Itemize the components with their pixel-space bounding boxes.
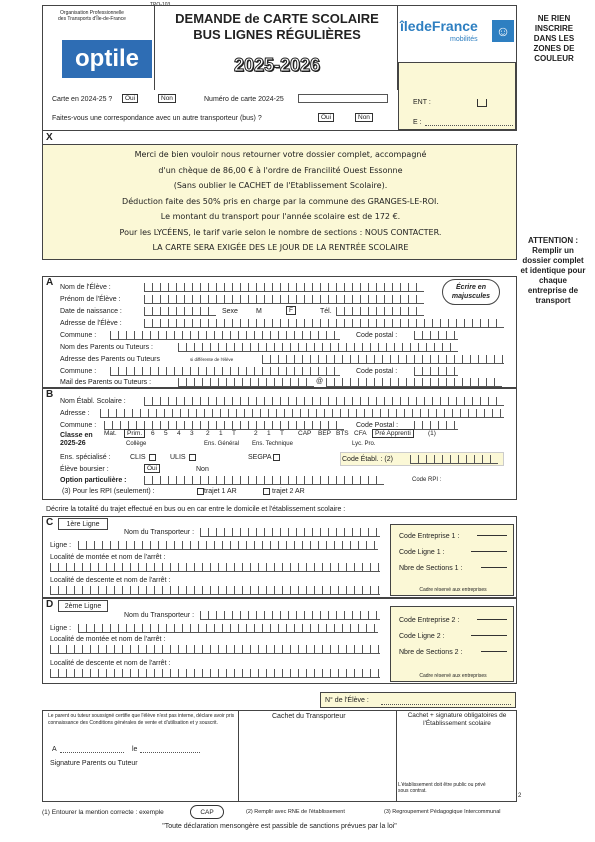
certif-text: Le parent ou tuteur soussigné certifie que l'élève n'est pas interne, déclare avoir pris connaissance des Conditions générales de vente et d'utilisation et y souscrit. bbox=[48, 713, 235, 726]
no-eleve-box bbox=[320, 692, 516, 708]
mail-label: Mail des Parents ou Tuteurs : bbox=[60, 379, 152, 386]
c-code-ligne-label: Code Ligne 1 : bbox=[399, 549, 445, 556]
adresse-parents-label: Adresse des Parents ou Tuteurs bbox=[60, 356, 160, 363]
sexe-f-option[interactable]: F bbox=[286, 306, 296, 315]
cachet-etab-label: Cachet + signature obligatoires de l'Établissement scolaire bbox=[407, 712, 507, 727]
nom-eleve-field[interactable] bbox=[144, 283, 424, 292]
c-montee-label: Localité de montée et nom de l'arrêt : bbox=[50, 554, 166, 561]
d-code-entreprise-label: Code Entreprise 2 : bbox=[399, 617, 460, 624]
d-montee-field[interactable] bbox=[50, 645, 380, 654]
ens-specialise-label: Ens. spécialisé : bbox=[60, 454, 111, 461]
top-mark: TPO-103 bbox=[150, 2, 171, 8]
classe-prim[interactable]: Prim. bbox=[124, 429, 145, 438]
commune-label: Commune : bbox=[60, 332, 97, 339]
ent-label: ENT : bbox=[413, 99, 431, 106]
no-eleve-label: N° de l'Élève : bbox=[325, 697, 369, 704]
header-frame bbox=[42, 5, 517, 130]
classe-label: Classe en 2025-26 bbox=[60, 432, 93, 447]
year: 2025-2026 bbox=[233, 55, 321, 75]
code-postal-etab-field[interactable] bbox=[414, 421, 458, 430]
trajet2-label: trajet 2 AR bbox=[272, 488, 305, 495]
code-rpi-label: Code RPI : bbox=[412, 477, 442, 483]
c-descente-label: Localité de descente et nom de l'arrêt : bbox=[50, 577, 171, 584]
trajet1-label: trajet 1 AR bbox=[204, 488, 237, 495]
classe-options bbox=[104, 430, 512, 440]
no-write-notice: NE RIEN INSCRIRE DANS LES ZONES DE COULEUR bbox=[533, 14, 575, 63]
org-line1: Organisation Professionnelle bbox=[60, 10, 124, 16]
d-cadre-note: Cadre réservé aux entreprises bbox=[419, 673, 487, 679]
footnote-3: (3) Regroupement Pédagogique Intercommunal bbox=[384, 809, 501, 815]
sexe-label: Sexe bbox=[222, 308, 238, 315]
c-nbre-sections-field[interactable] bbox=[481, 567, 507, 568]
title-line1: DEMANDE de CARTE SCOLAIRE bbox=[175, 11, 379, 26]
at-sign: @ bbox=[316, 378, 324, 385]
divider bbox=[396, 710, 397, 802]
boursier-non-option[interactable]: Non bbox=[196, 466, 209, 473]
nom-etab-field[interactable] bbox=[144, 397, 504, 406]
classe-4[interactable]: 4 bbox=[177, 430, 181, 437]
sign-a-field[interactable] bbox=[60, 752, 124, 753]
section-x bbox=[42, 130, 517, 260]
classe-mat[interactable]: Mat. bbox=[104, 430, 117, 437]
c-nom-transporteur-label: Nom du Transporteur : bbox=[124, 529, 195, 536]
x-line-7: LA CARTE SERA EXIGÉE DES LE JOUR DE LA RENTRÉE SCOLAIRE bbox=[152, 243, 409, 252]
classe-cfa[interactable]: CFA bbox=[354, 430, 367, 437]
option-field[interactable] bbox=[144, 476, 384, 485]
page-number: 2 bbox=[518, 793, 522, 799]
option-label: Option particulière : bbox=[60, 477, 127, 484]
ens-general-label: Ens. Général bbox=[204, 441, 240, 447]
boursier-label: Élève boursier : bbox=[60, 466, 109, 473]
footnote-1-example: CAP bbox=[190, 805, 224, 819]
attention-notice bbox=[520, 236, 586, 306]
sign-le-label: le bbox=[132, 746, 138, 753]
clis-checkbox[interactable] bbox=[149, 454, 156, 461]
d-code-ligne-field[interactable] bbox=[471, 635, 507, 636]
d-descente-label: Localité de descente et nom de l'arrêt : bbox=[50, 660, 171, 667]
adresse-eleve-label: Adresse de l'Élève : bbox=[60, 320, 122, 327]
code-etab-field[interactable] bbox=[410, 455, 498, 464]
d-montee-label: Localité de montée et nom de l'arrêt : bbox=[50, 636, 166, 643]
prenom-eleve-label: Prénom de l'Élève : bbox=[60, 296, 121, 303]
boursier-oui-option[interactable]: Oui bbox=[144, 464, 160, 473]
carte-non-option[interactable]: Non bbox=[158, 94, 176, 103]
c-code-entreprise-label: Code Entreprise 1 : bbox=[399, 533, 460, 540]
carte-oui-option[interactable]: Oui bbox=[122, 94, 138, 103]
commune2-field[interactable] bbox=[110, 367, 340, 376]
classe-5[interactable]: 5 bbox=[164, 430, 168, 437]
rpi-label: (3) Pour les RPI (seulement) : bbox=[62, 488, 155, 495]
nom-parents-field[interactable] bbox=[178, 343, 458, 352]
ecrire-majuscules-badge: Écrire en majuscules bbox=[442, 279, 500, 305]
lyc-pro-label: Lyc. Pro. bbox=[352, 441, 376, 447]
x-line-6: Pour les LYCÉENS, le tarif varie selon le nombre de sections : NOUS CONTACTER. bbox=[119, 227, 442, 237]
classe-bts[interactable]: BTS bbox=[336, 430, 349, 437]
code-etab-label: Code Établ. : (2) bbox=[342, 456, 393, 463]
no-eleve-field[interactable] bbox=[381, 704, 511, 705]
classe-2-tech[interactable]: 2 bbox=[254, 430, 258, 437]
x-line-1: Merci de bien vouloir nous retourner votre dossier complet, accompagné bbox=[134, 150, 427, 159]
c-ligne-label: Ligne : bbox=[50, 542, 72, 549]
c-nbre-sections-label: Nbre de Sections 1 : bbox=[399, 565, 463, 572]
sign-parents-label: Signature Parents ou Tuteur bbox=[50, 760, 138, 767]
code-postal-etab-label: Code Postal : bbox=[356, 422, 399, 429]
code-postal2-field[interactable] bbox=[414, 367, 458, 376]
mail-domain-field[interactable] bbox=[326, 378, 502, 387]
attention-title: ATTENTION : bbox=[527, 236, 579, 245]
title-line2: BUS LIGNES RÉGULIÈRES bbox=[193, 27, 361, 42]
code-postal-label: Code postal : bbox=[356, 332, 398, 339]
classe-t-tech[interactable]: T bbox=[280, 430, 284, 437]
carte-question: Carte en 2024-25 ? bbox=[52, 96, 113, 103]
ulis-option[interactable]: ULIS bbox=[170, 454, 186, 461]
attention-body: Remplir un dossier complet et identique pour chaque entreprise de transport bbox=[520, 246, 586, 305]
etab-note: L'établissement doit être public ou privé sous contrat. bbox=[398, 782, 486, 794]
nom-eleve-label: Nom de l'Élève : bbox=[60, 284, 111, 291]
tel-label: Tél. bbox=[320, 308, 332, 315]
classe-t-gen[interactable]: T bbox=[232, 430, 236, 437]
d-descente-field[interactable] bbox=[50, 669, 380, 678]
c-descente-field[interactable] bbox=[50, 586, 380, 595]
c-ligne-field[interactable] bbox=[78, 541, 378, 550]
d-ligne-label: Ligne : bbox=[50, 625, 72, 632]
person-icon: ☺ bbox=[492, 20, 514, 42]
numero-carte-label: Numéro de carte 2024-25 bbox=[204, 96, 284, 103]
bottom-statement: "Toute déclaration mensongère est passible de sanctions prévues par la loi" bbox=[162, 823, 397, 830]
commune-field[interactable] bbox=[110, 331, 340, 340]
section-c-label: C bbox=[46, 517, 54, 528]
x-line-2: d'un chèque de 86,00 € à l'ordre de Francilité Ouest Essonne bbox=[158, 165, 403, 175]
nom-etab-label: Nom Établ. Scolaire : bbox=[60, 398, 126, 405]
correspondance-non-option[interactable]: Non bbox=[355, 113, 373, 122]
c-cadre-box bbox=[390, 524, 514, 596]
sign-le-field[interactable] bbox=[140, 752, 200, 753]
c-cadre-note: Cadre réservé aux entreprises bbox=[419, 587, 487, 593]
adresse-etab-label: Adresse : bbox=[60, 410, 90, 417]
mail-user-field[interactable] bbox=[178, 378, 314, 387]
date-naissance-field[interactable] bbox=[144, 307, 216, 316]
classe-2-gen[interactable]: 2 bbox=[206, 430, 210, 437]
code-postal-field[interactable] bbox=[414, 331, 458, 340]
date-naissance-label: Date de naissance : bbox=[60, 308, 122, 315]
ulis-checkbox[interactable] bbox=[189, 454, 196, 461]
code-postal2-label: Code postal : bbox=[356, 368, 398, 375]
c-nom-transporteur-field[interactable] bbox=[200, 528, 380, 537]
section-x-header bbox=[43, 131, 518, 145]
d-nom-transporteur-field[interactable] bbox=[200, 611, 380, 620]
classe-6[interactable]: 6 bbox=[151, 430, 155, 437]
d-nbre-sections-label: Nbre de Sections 2 : bbox=[399, 649, 463, 656]
section-d-ligne: 2ème Ligne bbox=[58, 600, 108, 612]
d-nbre-sections-field[interactable] bbox=[481, 651, 507, 652]
d-cadre-box bbox=[390, 606, 514, 682]
classe-1-tech[interactable]: 1 bbox=[267, 430, 271, 437]
college-label: Collège bbox=[126, 441, 147, 447]
classe-3[interactable]: 3 bbox=[190, 430, 194, 437]
commune-etab-label: Commune : bbox=[60, 422, 97, 429]
footnote-2: (2) Remplir avec RNE de l'établissement bbox=[246, 809, 345, 815]
d-code-entreprise-field[interactable] bbox=[477, 619, 507, 620]
cachet-transporteur-label: Cachet du Transporteur bbox=[272, 713, 346, 720]
c-code-ligne-field[interactable] bbox=[471, 551, 507, 552]
classe-bep[interactable]: BEP bbox=[318, 430, 332, 437]
sexe-m-option[interactable]: M bbox=[256, 308, 262, 315]
optile-logo: optile bbox=[62, 40, 152, 78]
c-montee-field[interactable] bbox=[50, 563, 380, 572]
ens-technique-label: Ens. Technique bbox=[252, 441, 293, 447]
idf-logo-sub: mobilités bbox=[450, 36, 478, 43]
tel-field[interactable] bbox=[336, 307, 424, 316]
d-ligne-field[interactable] bbox=[78, 624, 378, 633]
sign-a-label: A bbox=[52, 746, 57, 753]
d-nom-transporteur-label: Nom du Transporteur : bbox=[124, 612, 195, 619]
section-c-ligne: 1ère Ligne bbox=[58, 518, 108, 530]
adresse-parents-note: si différente de l'élève bbox=[190, 357, 234, 362]
clis-option[interactable]: CLIS bbox=[130, 454, 146, 461]
x-line-3: (Sans oublier le CACHET de l'Etablissement Scolaire). bbox=[173, 181, 388, 190]
idf-logo-text: îledeFrance bbox=[400, 18, 478, 34]
classe-note: (1) bbox=[428, 430, 436, 437]
nom-parents-label: Nom des Parents ou Tuteurs : bbox=[60, 344, 153, 351]
segpa-checkbox[interactable] bbox=[273, 454, 280, 461]
classe-pre-apprenti[interactable]: Pré Apprenti bbox=[372, 429, 414, 438]
correspondance-question: Faites-vous une correspondance avec un autre transporteur (bus) ? bbox=[52, 115, 262, 122]
adresse-parents-field[interactable] bbox=[262, 355, 504, 364]
x-line-4: Déduction faite des 50% pris en charge par la commune des GRANGES-LE-ROI. bbox=[122, 196, 439, 206]
trajet2-checkbox[interactable] bbox=[263, 488, 270, 495]
commune2-label: Commune : bbox=[60, 368, 97, 375]
trajet-note: Décrire la totalité du trajet effectué en bus ou en car entre le domicile et l'établissement scolaire : bbox=[46, 506, 346, 513]
segpa-option[interactable]: SEGPA bbox=[248, 454, 272, 461]
trajet1-checkbox[interactable] bbox=[197, 488, 204, 495]
correspondance-oui-option[interactable]: Oui bbox=[318, 113, 334, 122]
section-x-text bbox=[43, 147, 518, 256]
section-a-label: A bbox=[46, 277, 54, 288]
x-line-5: Le montant du transport pour l'année scolaire est de 172 €. bbox=[160, 212, 401, 221]
section-d-label: D bbox=[46, 599, 54, 610]
classe-1-gen[interactable]: 1 bbox=[219, 430, 223, 437]
e-label: E : bbox=[413, 119, 422, 126]
prenom-eleve-field[interactable] bbox=[144, 295, 424, 304]
footnote-1: (1) Entourer la mention correcte : exemple bbox=[42, 809, 164, 816]
org-line2: des Transports d'Île-de-France bbox=[58, 16, 126, 22]
section-b-label: B bbox=[46, 389, 54, 400]
classe-cap[interactable]: CAP bbox=[298, 430, 312, 437]
adresse-etab-field[interactable] bbox=[100, 409, 504, 418]
d-code-ligne-label: Code Ligne 2 : bbox=[399, 633, 445, 640]
section-x-label: X bbox=[46, 132, 53, 143]
adresse-eleve-field[interactable] bbox=[144, 319, 504, 328]
divider bbox=[238, 710, 239, 802]
c-code-entreprise-field[interactable] bbox=[477, 535, 507, 536]
